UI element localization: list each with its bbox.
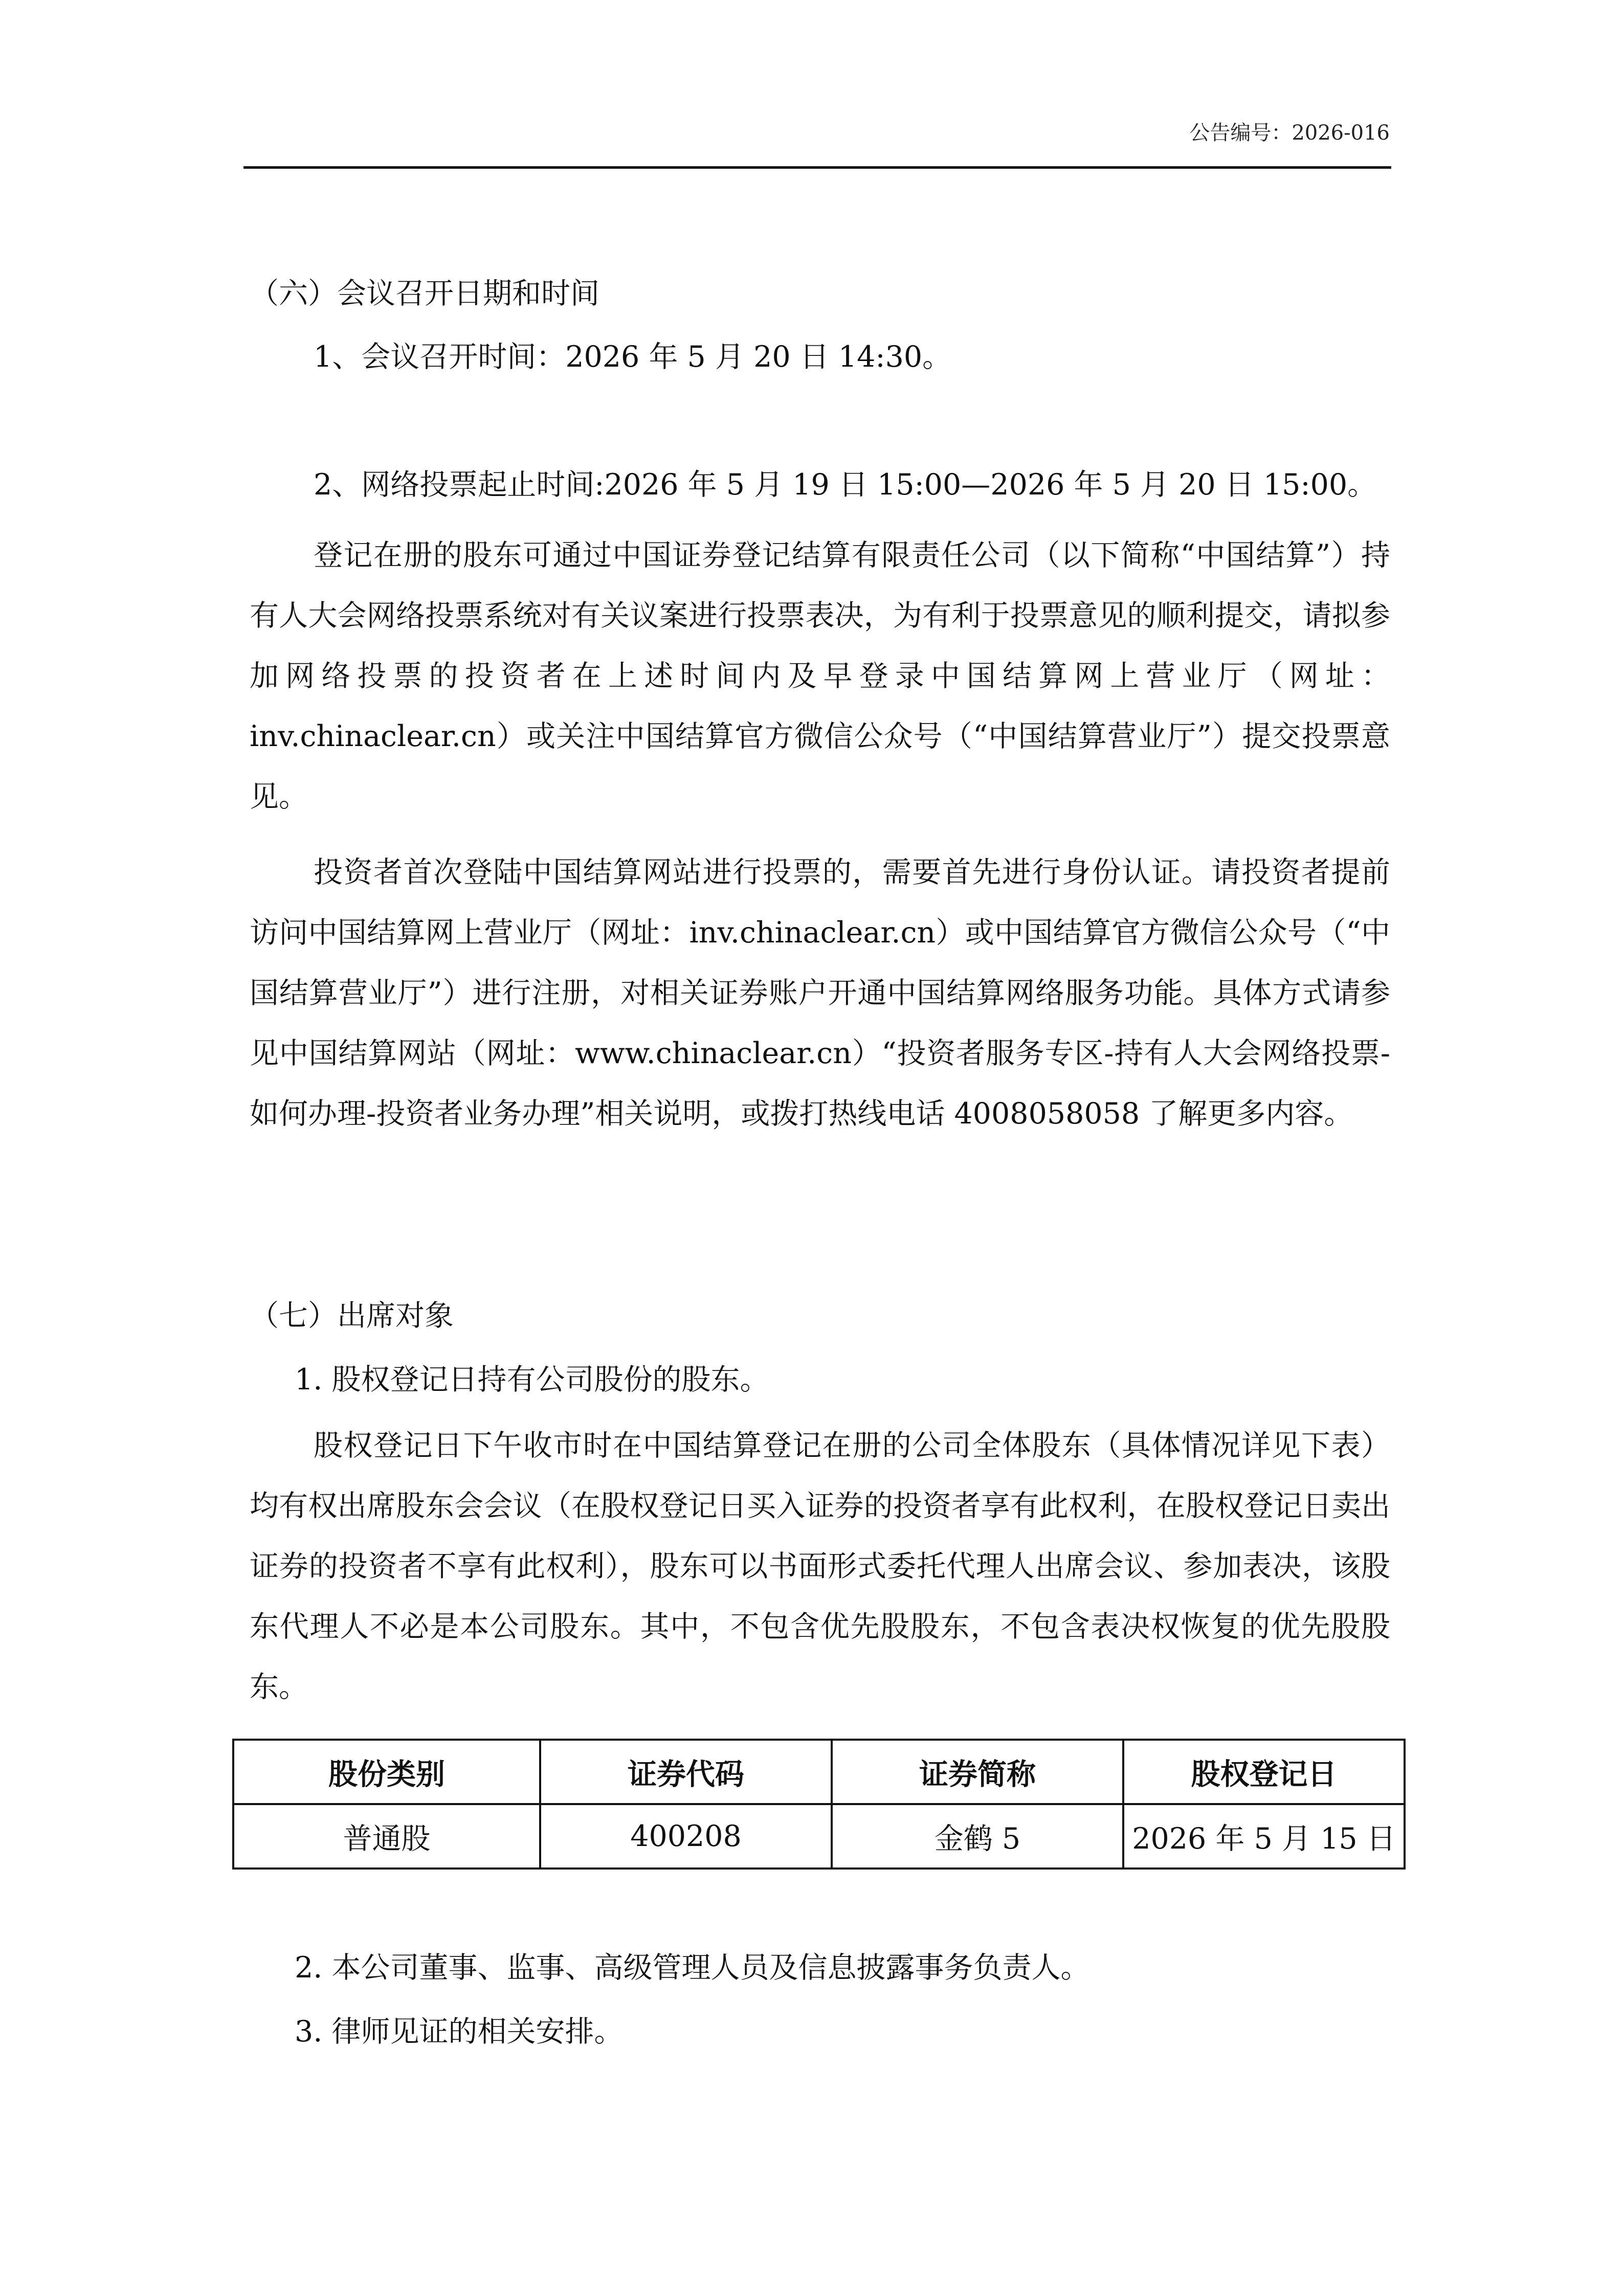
attendee-item-1: 1. 股权登记日持有公司股份的股东。 [295,1363,769,1397]
share-class-table [232,1739,1406,1870]
online-voting-period-item: 2、网络投票起止时间:2026 年 5 月 19 日 15:00—2026 年 5 月 20 日 15:00。 [314,468,1377,502]
attendee-item-2: 2. 本公司董事、监事、高级管理人员及信息披露事务负责人。 [295,1951,1090,1985]
meeting-time-item: 1、会议召开时间：2026 年 5 月 20 日 14:30。 [314,340,952,374]
header-security-code: 证券代码 [540,1740,832,1804]
cell-security-abbr: 金鹤 5 [832,1804,1123,1869]
cell-security-code: 400208 [540,1804,832,1869]
attendee-item-3: 3. 律师见证的相关安排。 [295,2015,624,2049]
section-6-heading: （六）会议召开日期和时间 [250,277,599,310]
header-record-date: 股权登记日 [1123,1740,1405,1804]
cell-record-date: 2026 年 5 月 15 日 [1123,1804,1405,1869]
record-date-paragraph: 股权登记日下午收市时在中国结算登记在册的公司全体股东（具体情况详见下表）均有权出席股东会会议（在股权登记日买入证券的投资者享有此权利，在股权登记日卖出证券的投资者不享有此权利），股东可以书面形式委托代理人出席会议、参加表决，该股东代理人不必是本公司股东。其中，不包含优先股股东，不包含表决权恢复的优先股股东。 [250,1429,1390,1704]
header-divider [243,166,1391,169]
header-share-class: 股份类别 [233,1740,540,1804]
table-row [233,1804,1405,1869]
cell-share-class: 普通股 [233,1804,540,1869]
header-security-abbr: 证券简称 [832,1740,1123,1804]
identity-verification-paragraph: 投资者首次登陆中国结算网站进行投票的，需要首先进行身份认证。请投资者提前访问中国结算网上营业厅（网址：inv.chinaclear.cn）或中国结算官方微信公众号（“中国结算营业厅”）进行注册，对相关证券账户开通中国结算网络服务功能。具体方式请参见中国结算网站（网址：www.chinaclear.cn）“投资者服务专区-持有人大会网络投票-如何办理-投资者业务办理”相关说明，或拨打热线电话 4008058058 了解更多内容。 [250,856,1390,1131]
announcement-number: 公告编号：2026-016 [1189,121,1390,145]
voting-system-paragraph: 登记在册的股东可通过中国证券登记结算有限责任公司（以下简称“中国结算”）持有人大会网络投票系统对有关议案进行投票表决，为有利于投票意见的顺利提交，请拟参加网络投票的投资者在上述时间内及早登录中国结算网上营业厅（网址：inv.chinaclear.cn）或关注中国结算官方微信公众号（“中国结算营业厅”）提交投票意见。 [250,538,1390,814]
table-header-row [233,1740,1405,1804]
section-7-heading: （七）出席对象 [250,1299,454,1333]
